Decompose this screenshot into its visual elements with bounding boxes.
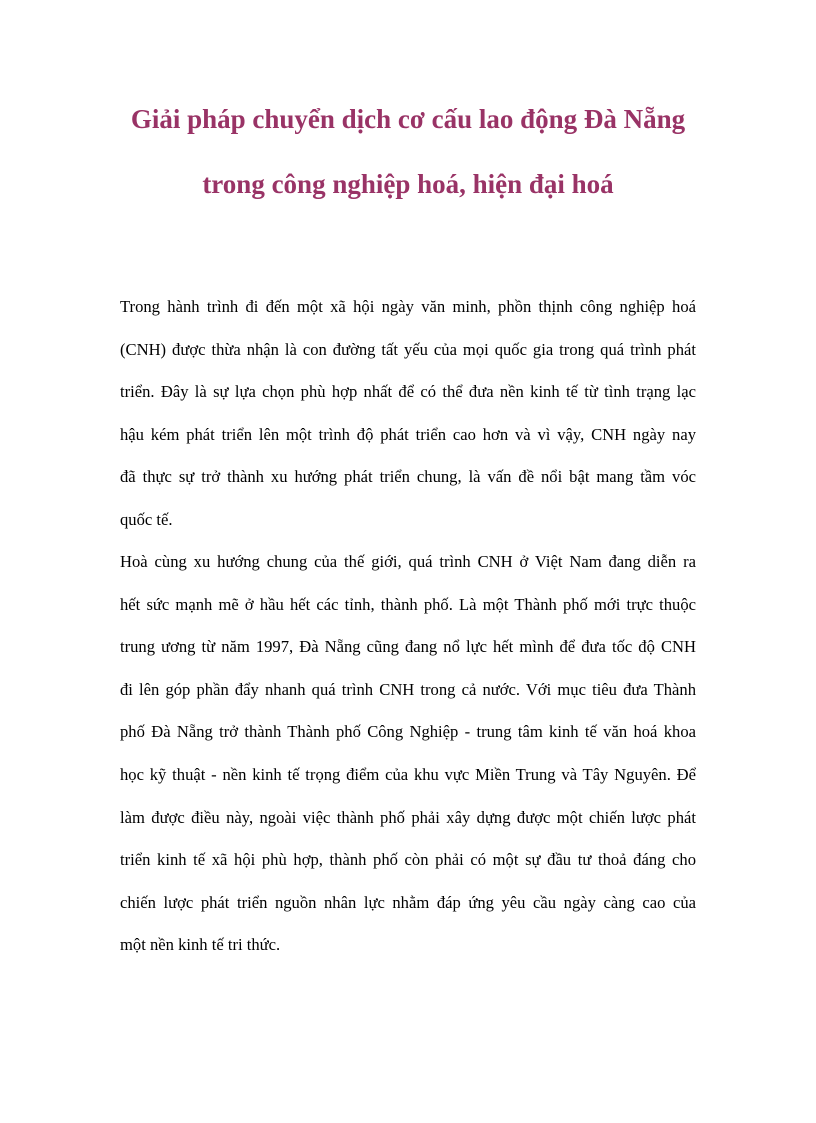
document-title-line-2: trong công nghiệp hoá, hiện đại hoá xyxy=(202,169,614,199)
paragraph-line: triển. Đây là sự lựa chọn phù hợp nhất để có thể đưa nền kinh tế từ tình trạng lạc xyxy=(120,382,696,402)
paragraph-line: Hoà cùng xu hướng chung của thế giới, quá trình CNH ở Việt Nam đang diễn ra xyxy=(120,552,696,571)
paragraph-2 xyxy=(120,541,696,967)
paragraph-line: Trong hành trình đi đến một xã hội ngày văn minh, phồn thịnh công nghiệp hoá xyxy=(120,297,696,316)
paragraph-line: đã thực sự trở thành xu hướng phát triển chung, là vấn đề nổi bật mang tầm vóc xyxy=(120,467,696,487)
document-title-line-1: Giải pháp chuyển dịch cơ cấu lao động Đà Nẵng xyxy=(130,104,686,134)
paragraph-line: quốc tế. xyxy=(120,509,173,529)
paragraph-line: hết sức mạnh mẽ ở hầu hết các tỉnh, thành phố. Là một Thành phố mới trực thuộc xyxy=(120,594,696,614)
paragraph-line: học kỹ thuật - nền kinh tế trọng điểm của khu vực Miền Trung và Tây Nguyên. Để xyxy=(120,764,696,784)
paragraph-line: một nền kinh tế tri thức. xyxy=(120,935,281,955)
paragraph-line: phố Đà Nẵng trở thành Thành phố Công Nghiệp - trung tâm kinh tế văn hoá khoa xyxy=(120,722,696,742)
paragraph-line: chiến lược phát triển nguồn nhân lực nhằm đáp ứng yêu cầu ngày càng cao của xyxy=(120,892,696,912)
paragraph-line: trung ương từ năm 1997, Đà Nẵng cũng đang nổ lực hết mình để đưa tốc độ CNH xyxy=(120,637,696,657)
paragraph-line: (CNH) được thừa nhận là con đường tất yếu của mọi quốc gia trong quá trình phát xyxy=(120,339,696,359)
paragraph-line: làm được điều này, ngoài việc thành phố phải xây dựng được một chiến lược phát xyxy=(120,807,696,827)
paragraph-1 xyxy=(120,286,696,542)
paragraph-line: triển kinh tế xã hội phù hợp, thành phố còn phải có một sự đầu tư thoả đáng cho xyxy=(120,850,696,870)
paragraph-line: đi lên góp phần đẩy nhanh quá trình CNH trong cả nước. Với mục tiêu đưa Thành xyxy=(120,679,696,699)
paragraph-line: hậu kém phát triển lên một trình độ phát triển cao hơn và vì vậy, CNH ngày nay xyxy=(120,424,696,444)
